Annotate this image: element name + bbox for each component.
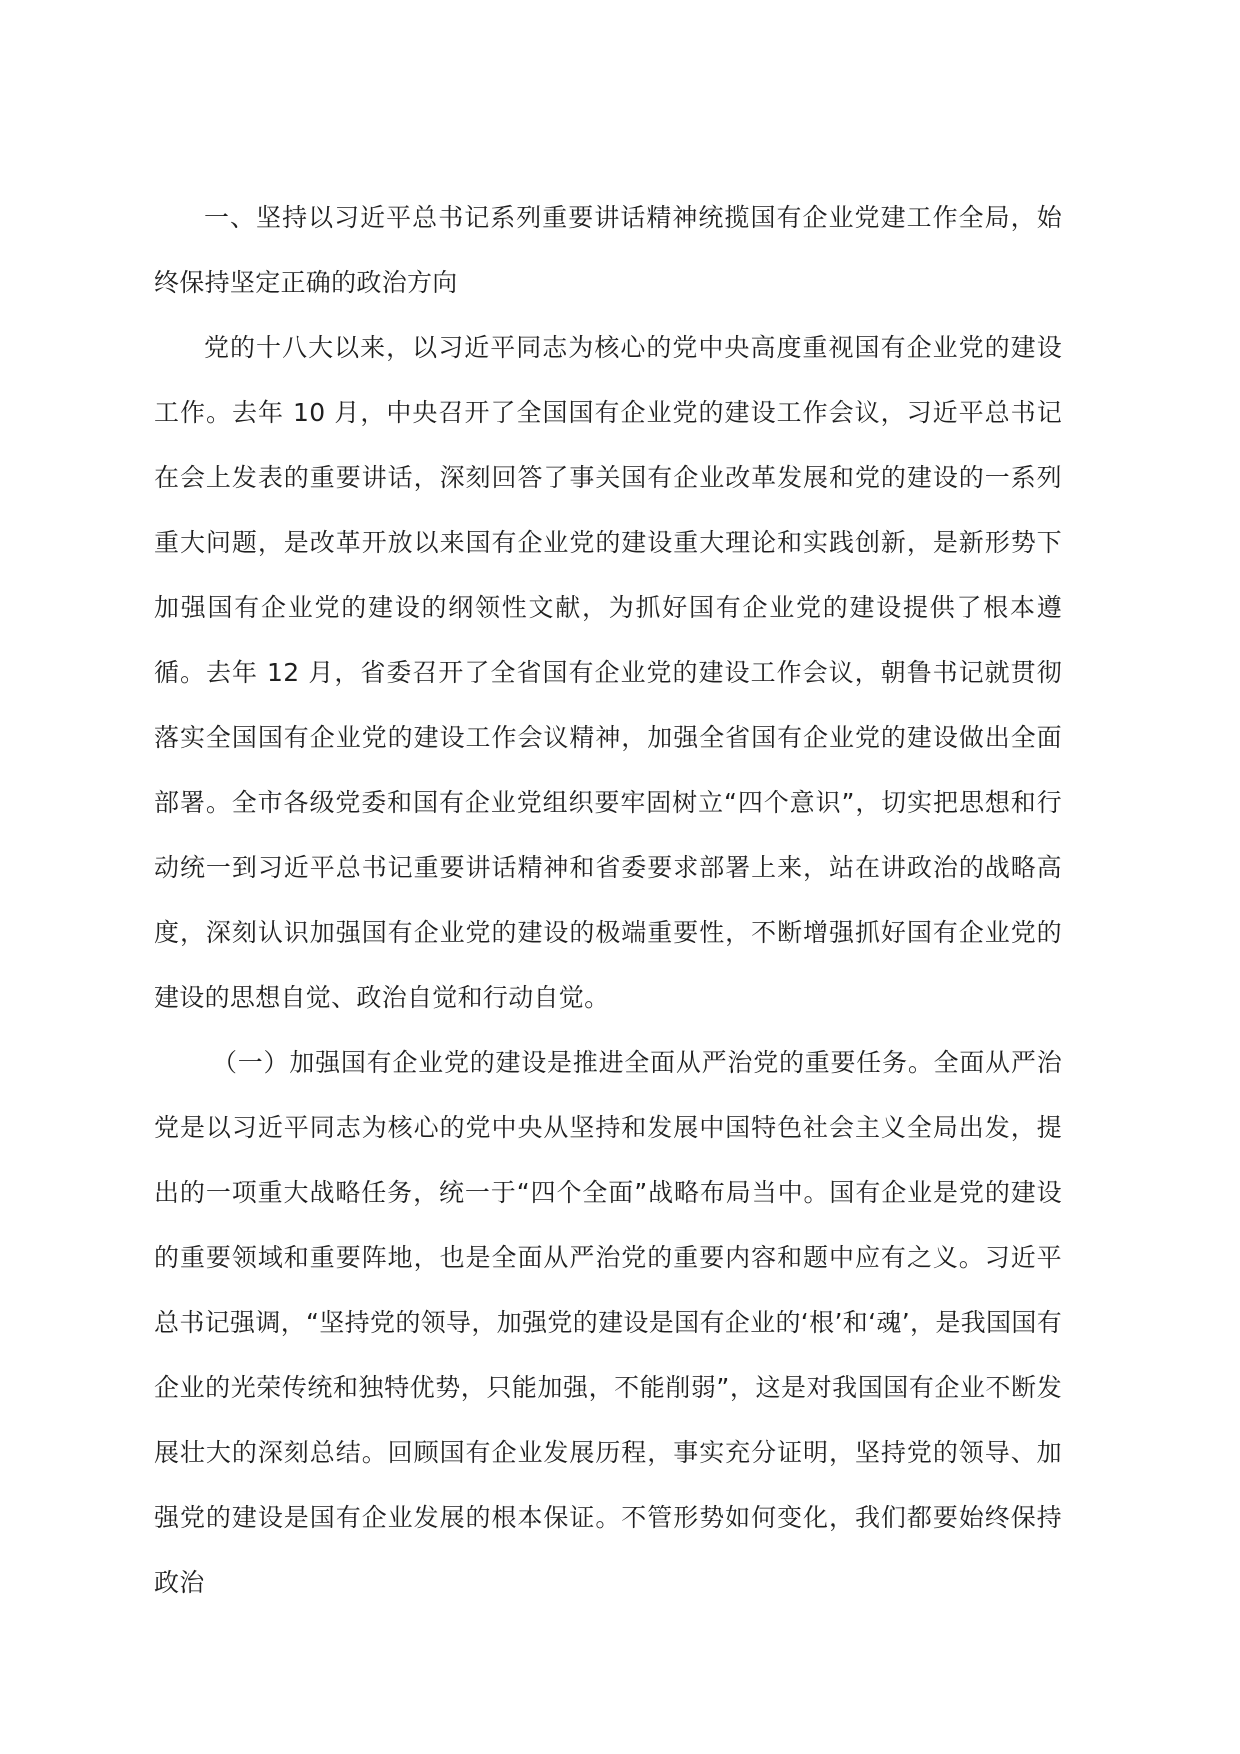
subsection-paragraph: （一）加强国有企业党的建设是推进全面从严治党的重要任务。全面从严治党是以习近平同志为核心的党中央从坚持和发展中国特色社会主义全局出发，提出的一项重大战略任务，统一于“四个全面”战略布局当中。国有企业是党的建设的重要领域和重要阵地，也是全面从严治党的重要内容和题中应有之义。习近平总书记强调，“坚持党的领导，加强党的建设是国有企业的‘根’和‘魂’，是我国国有企业的光荣传统和独特优势，只能加强，不能削弱”，这是对我国国有企业不断发展壮大的深刻总结。回顾国有企业发展历程，事实充分证明，坚持党的领导、加强党的建设是国有企业发展的根本保证。不管形势如何变化，我们都要始终保持政治 <box>154 1048 1062 1597</box>
section-heading: 一、坚持以习近平总书记系列重要讲话精神统揽国有企业党建工作全局，始终保持坚定正确的政治方向 <box>154 203 1062 297</box>
body-paragraph: 党的十八大以来，以习近平同志为核心的党中央高度重视国有企业党的建设工作。去年 10 月，中央召开了全国国有企业党的建设工作会议，习近平总书记在会上发表的重要讲话，深刻回答了事关国有企业改革发展和党的建设的一系列重大问题，是改革开放以来国有企业党的建设重大理论和实践创新，是新形势下加强国有企业党的建设的纲领性文献，为抓好国有企业党的建设提供了根本遵循。去年 12 月，省委召开了全省国有企业党的建设工作会议，朝鲁书记就贯彻落实全国国有企业党的建设工作会议精神，加强全省国有企业党的建设做出全面部署。全市各级党委和国有企业党组织要牢固树立“四个意识”，切实把思想和行动统一到习近平总书记重要讲话精神和省委要求部署上来，站在讲政治的战略高度，深刻认识加强国有企业党的建设的极端重要性，不断增强抓好国有企业党的建设的思想自觉、政治自觉和行动自觉。 <box>154 333 1062 1012</box>
document-body <box>154 185 1062 1615</box>
